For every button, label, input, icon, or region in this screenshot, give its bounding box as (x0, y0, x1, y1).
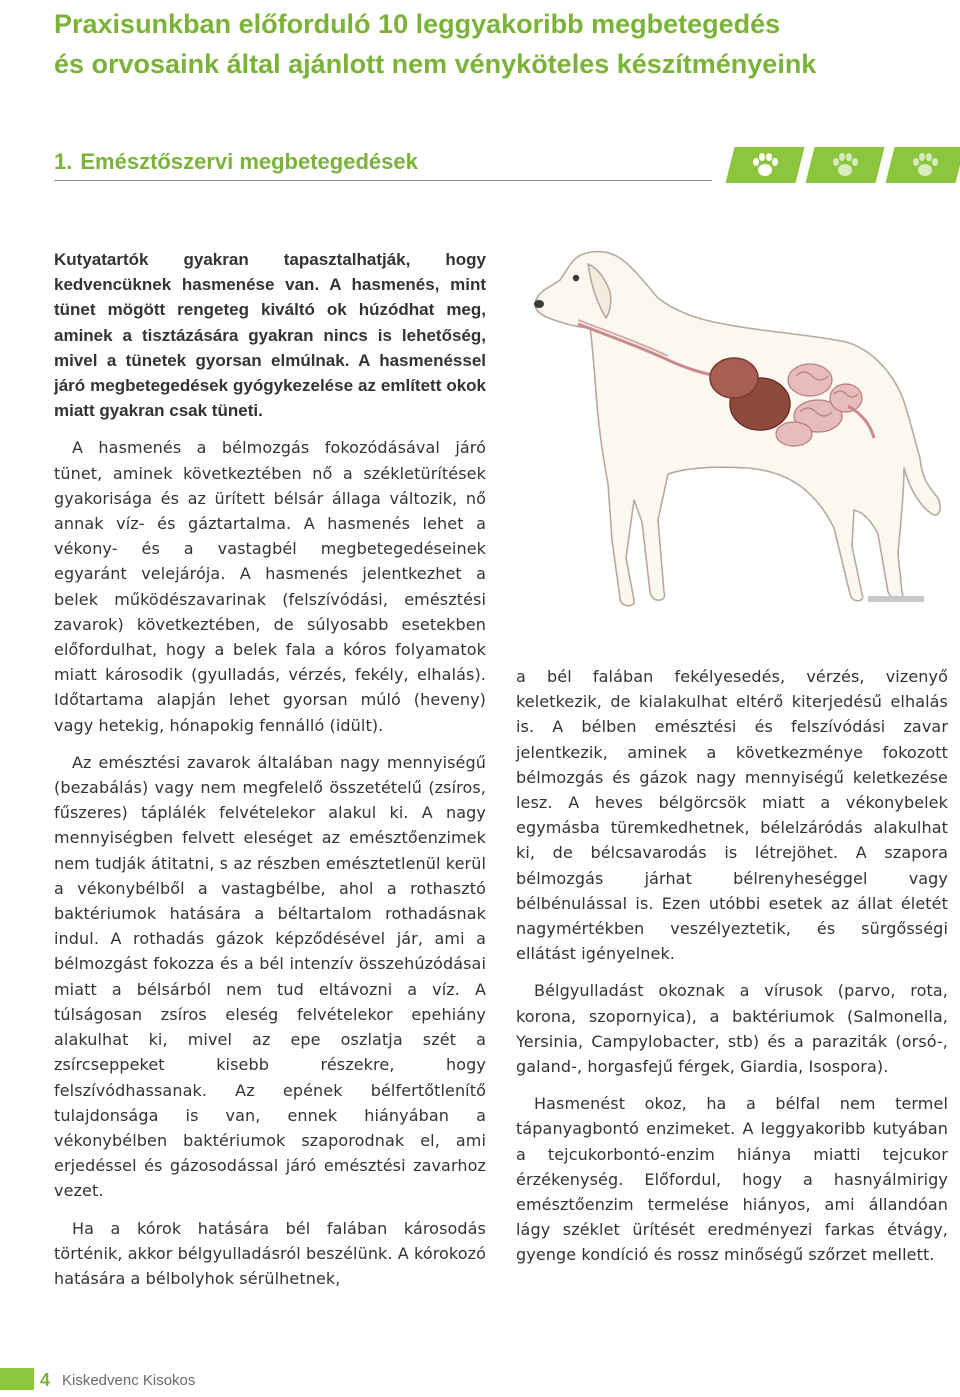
body-paragraph: A hasmenés a bélmozgás fokozódásával járó tünet, aminek következtében nő a székletürítések gyakorisága és az ürített bélsár állaga változik, nő annak víz- és gáztartalma. A hasmenés lehet a vékony- és a vastagbél megbetegedéseinek egyaránt velejárója. A hasmenés jelentkezhet a belek működészavarinak (felszívódási, emésztési zavarok) következtében, de súlyosabb esetekben előfordulhat, hogy a belek fala a kóros folyamatok miatt károsodik (gyulladás, vérzés, fekély, elhalás). Időtartama alapján lehet gyorsan múló (heveny) vagy hetekig, hónapokig fennálló (idült). (54, 438, 486, 735)
dog-digestive-system-image (518, 228, 958, 628)
section-number: 1. (54, 149, 73, 174)
page-title (54, 4, 954, 84)
dog-anatomy-illustration (518, 228, 958, 628)
page-number: 4 (40, 1370, 51, 1390)
body-paragraph: Bélgyulladást okoznak a vírusok (parvo, rota, korona, szopornyica), a baktériumok (Salmonella, Yersinia, Campylobacter, stb) és a paraziták (orsó-, galand-, horgasfejű férgek, Giardia, Isospora). (516, 981, 948, 1077)
body-paragraph: Hasmenést okoz, ha a bélfal nem termel tápanyagbontó enzimeket. A leggyakoribb kutyában a tejcukorbontó-enzim hiánya miatti tejcukor érzékenység. Előfordul, hogy a hasnyálmirigy emésztőenzim termelése hiányos, ami állandóan lágy széklet ürítését eredményezi farkas étvágy, gyenge kondíció és rossz minőségű szőrzet mellett. (516, 1094, 948, 1265)
right-column (516, 664, 948, 1268)
left-column (54, 247, 486, 1291)
lead-paragraph: Kutyatartók gyakran tapasztalhatják, hogy kedvencüknek hasmenése van. A hasmenés, mint tünet mögött rengeteg kiváltó ok húzódhat meg, aminek a tisztázására gyakran nincs is lehetőség, mivel a tünetek gyorsan elmúlnak. A hasmenéssel járó megbetegedések gyógykezelése az említett okok miatt gyakran csak tüneti. (54, 250, 486, 421)
paw-print-icon (830, 151, 860, 179)
footer-publication-name: Kiskedvenc Kisokos (62, 1372, 196, 1389)
body-paragraph: Az emésztési zavarok általában nagy mennyiségű (bezabálás) vagy nem megfelelő összetételű (zsíros, fűszeres) táplálék felvételekor alakul ki. A nagy mennyiségben felvett eleséget az emésztőenzimek nem tudják átitatni, s az részben emésztetlenül kerül a vékonybélből a vastagbélbe, ahol a rothasztó baktériumok hatására a béltartalom rothadásnak indul. A rothadás gázok képződésével jár, ami a bélmozgást fokozza és a bél intenzív összehúzódásai miatt a bélsárból nem tud eltávozni a víz. A túlságosan zsíros eleség felvételekor epehiány alakulhat ki, mivel az epe oszlatja szét a zsírcseppeket kisebb részekre, hogy felszívódhassanak. Az epének bélfertőtlenítő tulajdonsága is van, ennek hiányában a vékonybélben baktériumok szaporodnak el, ami erjedéssel és gázosodással járó emésztési zavarhoz vezet. (54, 752, 486, 1201)
section-title: Emésztőszervi megbetegedések (80, 149, 418, 174)
page-title-line-2: és orvosaink által ajánlott nem vényköteles készítményeink (54, 49, 817, 79)
section-heading (54, 144, 712, 181)
footer-accent-bar (0, 1368, 34, 1390)
paw-tabs (722, 147, 960, 183)
paw-print-icon (750, 151, 780, 179)
paw-print-icon (910, 151, 940, 179)
body-paragraph: Ha a kórok hatására bél falában károsodás történik, akkor bélgyulladásról beszélünk. A kórokozó hatására a bélbolyhok sérülhetnek, (54, 1218, 486, 1288)
page-title-line-1: Praxisunkban előforduló 10 leggyakoribb megbetegedés (54, 9, 781, 39)
body-paragraph: a bél falában fekélyesedés, vérzés, vizenyő keletkezik, de kialakulhat eltérő kiterjedésű elhalás is. A bélben emésztési és felszívódási zavar jelentkezik, aminek a következménye fokozott bélmozgás és gázok nagy mennyiségű keletkezése lesz. A heves bélgörcsök miatt a vékonybelek egymásba türemkedhetnek, bélelzáródás alakulhat ki, de bélcsavarodás is létrejöhet. A szapora bélmozgás járhat bélrenyheséggel vagy bélbénulással is. Ezen utóbbi esetek az állat életét nagymértékben veszélyeztetik, és sürgősségi ellátást igényelnek. (516, 667, 948, 964)
